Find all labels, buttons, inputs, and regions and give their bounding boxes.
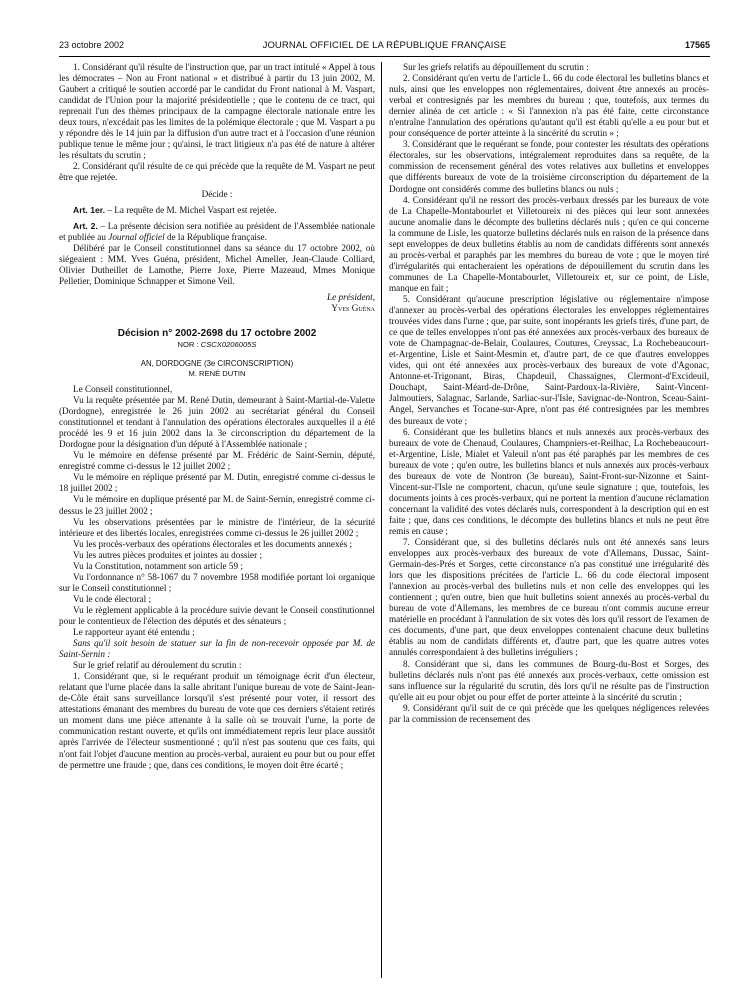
person-heading: M. RENÉ DUTIN (188, 368, 246, 378)
paragraph: 2. Considérant qu'en vertu de l'article L. 66 du code électoral les bulletins blancs et nuls, ainsi que les enveloppes non réglementaires, doivent être annexés au procès-verbal et contresignés par les membres du bureau ; que, toutefois, aux termes du dernier alinéa de cet article : « Si l'annexion n'a pas été faite, cette circonstance n'entraîne l'annulation des opérations qu'autant qu'il est établi qu'elle a eu pour but et pour conséquence de porter atteinte à la sincérité du scrutin » ; (389, 73, 709, 139)
paragraph: 4. Considérant qu'il ne ressort des procès-verbaux dressés par les bureaux de vote de La Chapelle-Montabourlet et Villetoureix ni des pièces qui leur sont annexées aucune anomalie dans le décompte des bulletins déclarés nuls ; qu'en ce qui concerne la commune de Lisle, les quatorze bulletins déclarés nuls en raison de la présence dans sept enveloppes de deux bulletins établis au nom de candidats différents sont annexés au procès-verbal et paraphés par les membres du bureau de vote ; que le moyen tiré d'irrégularités qui entacheraient les opérations de dépouillement du scrutin dans les communes de La Chapelle-Montabourlet, Villetoureix et, sur ce point, de Lisle, manque en fait ; (389, 194, 709, 293)
paragraph: Vu la Constitution, notamment son article 59 ; (73, 560, 243, 571)
paragraph: 6. Considérant que les bulletins blancs et nuls annexés aux procès-verbaux des bureaux de vote de Chenaud, Coulaures, Champniers-et-Reilhac, La Rochebeaucourt-et-Argentine, Lisle, Mialet et Valeuil n'ont pas été paraphés par les membres de ces bureaux de vote ; qu'en outre, les bulletins blancs et nuls annexés aux procès-verbaux des bureaux de vote de Nontron (3e bureau), Saint-Front-sur-Nizonne et Saint-Vincent-sur-l'Isle ne comportent, chacun, qu'une seule signature ; que, toutefois, les documents joints à ces procès-verbaux, qui ne portent la mention d'aucune réclamation concernant la validité des votes déclarés nuls, correspondent à la description qui en est faite ; que, dans ces conditions, le décompte des bulletins blancs et nuls ne peut être remis en cause ; (389, 426, 709, 536)
paragraph: Vu le mémoire en défense présenté par M. Frédéric de Saint-Sernin, député, enregistré comme ci-dessus le 12 juillet 2002 ; (59, 450, 375, 472)
paragraph: Vu l'ordonnance n° 58-1067 du 7 novembre 1958 modifiée portant loi organique sur le Conseil constitutionnel ; (59, 571, 375, 593)
deliberation: Délibéré par le Conseil constitutionnel dans sa séance du 17 octobre 2002, où siégeaient : MM. Yves Guéna, président, Michel Ameller, Jean-Claude Colliard, Olivier Dutheillet de Lamothe, Pierre Joxe, Pierre Mazeaud, Mmes Monique Pelletier, Dominique Schnapper et Simone Veil. (59, 242, 375, 286)
header-date: 23 octobre 2002 (59, 40, 125, 50)
article-2 (59, 221, 375, 243)
page-header (59, 40, 710, 54)
paragraph: 9. Considérant qu'il suit de ce qui précède que les quelques négligences relevées par la commission de recensement des (389, 702, 709, 724)
paragraph: Vu les procès-verbaux des opérations électorales et les documents annexés ; (73, 538, 353, 549)
journal-reference: Journal officiel (108, 231, 165, 242)
paragraph: Le Conseil constitutionnel, (73, 383, 173, 394)
decide-heading: Décide : (201, 188, 233, 199)
left-column (59, 62, 375, 982)
article-text-end: de la République française. (164, 231, 267, 242)
article-text: – La requête de M. Michel Vaspart est rejetée. (105, 204, 277, 215)
italic-paragraph: Sans qu'il soit besoin de statuer sur la fin de non-recevoir opposée par M. de Saint-Sernin : (59, 638, 375, 660)
paragraph: 8. Considérant que si, dans les communes de Bourg-du-Bost et Sorges, des bulletins déclarés nuls n'ont pas été annexés aux procès-verbaux, cette omission est sans influence sur la régularité du scrutin, dès lors qu'il ne résulte pas de l'instruction qu'elle ait eu pour objet ou pour effet de porter atteinte à la sincérité du scrutin ; (389, 658, 709, 702)
column-separator (381, 62, 382, 978)
article-label: Art. 1er. (73, 204, 106, 215)
header-page-number: 17565 (684, 40, 710, 50)
paragraph: Vu le mémoire en duplique présenté par M. de Saint-Sernin, enregistré comme ci-dessus le 23 juillet 2002 ; (59, 494, 375, 516)
paragraph: 1. Considérant qu'il résulte de l'instruction que, par un tract intitulé « Appel à tous les démocrates – Non au Front national » et distribué à partir du 13 juin 2002, M. Gaubert a critiqué le soutien accordé par le candidat du Front national à M. Vaspart, candidat de l'Union pour la majorité présidentielle ; que le contenu de ce tract, qui reprenait l'un des thèmes principaux de la campagne électorale nationale entre les deux tours, n'excédait pas les limites de la polémique électorale ; que M. Vaspart a pu y répondre dès le 14 juin par la diffusion d'un autre tract et à l'occasion d'une réunion publique tenue le même jour ; qu'ainsi, le tract litigieux n'a pas été de nature à altérer les résultats du scrutin ; (59, 62, 375, 161)
paragraph: Vu les autres pièces produites et jointes au dossier ; (73, 549, 263, 560)
nor-reference: NOR : CSCX0206005S (177, 339, 257, 349)
decision-title: Décision n° 2002-2698 du 17 octobre 2002 (117, 327, 317, 339)
signature-name: Yves Guéna (331, 302, 375, 313)
right-column (389, 62, 709, 982)
paragraph: 2. Considérant qu'il résulte de ce qui précède que la requête de M. Vaspart ne peut être que rejetée. (59, 161, 375, 183)
article-label: Art. 2. (73, 220, 98, 231)
paragraph: Vu le code électoral ; (73, 593, 152, 604)
paragraph: Vu le règlement applicable à la procédure suivie devant le Conseil constitutionnel pour le contentieux de l'élection des députés et des sénateurs ; (59, 604, 375, 626)
paragraph: 3. Considérant que le requérant se fonde, pour contester les résultats des opérations électorales, sur les observations, intégralement reproduites dans sa requête, de la commission de recensement général des votes relatives aux bulletins et enveloppes que différents bureaux de vote de la troisième circonscription du département de la Dordogne ont considérés comme des bulletins blancs ou nuls ; (389, 139, 709, 194)
paragraph: 5. Considérant qu'aucune prescription législative ou réglementaire n'impose d'annexer au procès-verbal des opérations électorales les enveloppes réglementaires trouvées vides dans l'urne ; que, par suite, sont inopérants les griefs tirés, d'une part, de ce que de telles enveloppes n'ont pas été annexées aux procès-verbaux des bureaux de vote de Champagnac-de-Belair, Coulaures, Coutures, Creyssac, La Rochebeaucourt-et-Argentine, Lisle et Saint-Mesmin et, d'autre part, de ce que d'autres enveloppes vides, qui ont été annexées aux procès-verbaux des bureaux de vote d'Agonac, Antonne-et-Trigonant, Biras, Chapdeuil, Chassaignes, Clermont-d'Excideuil, Douchapt, Saint-Méard-de-Drône, Saint-Pardoux-la-Rivière, Saint-Vincent-Jalmoutiers, Salagnac, Sarlande, Sarliac-sur-l'Isle, Savignac-de-Nontron, Sceau-Saint-Angel, Servanches et Tocane-sur-Apre, n'ont pas été contresignées par les membres des bureaux de vote ; (389, 293, 709, 426)
paragraph: 1. Considérant que, si le requérant produit un témoignage écrit d'un électeur, relatant que l'urne placée dans la salle abritant l'unique bureau de vote de Saint-Jean-de-Côle était sans surveillance lorsqu'il s'est présenté pour voter, il ressort des attestations émanant des membres du bureau de vote que ces derniers s'étaient retirés un moment dans une pièce attenante à la salle où se trouvait l'urne, la porte de communication restant ouverte, et qu'ils ont immédiatement repris leur place aussitôt après l'arrivée de l'électeur susmentionné ; qu'il n'est pas soutenu que ces faits, qui n'ont fait l'objet d'aucune mention au procès-verbal, auraient eu pour but ou pour effet de permettre une fraude ; que, dans ces conditions, le moyen doit être écarté ; (59, 671, 375, 770)
paragraph: Vu la requête présentée par M. René Dutin, demeurant à Saint-Martial-de-Valette (Dordogne), enregistrée le 26 juin 2002 au secrétariat général du Conseil constitutionnel et tendant à l'annulation des opérations électorales auxquelles il a été procédé les 9 et 16 juin 2002 dans la 3e circonscription du département de la Dordogne pour la désignation d'un député à l'Assemblée nationale ; (59, 395, 375, 450)
paragraph: Vu les observations présentées par le ministre de l'intérieur, de la sécurité intérieure et des libertés locales, enregistrées comme ci-dessus le 26 juillet 2002 ; (59, 516, 375, 538)
circonscription-heading: AN, DORDOGNE (3e CIRCONSCRIPTION) (140, 358, 294, 368)
section-heading: Sur le grief relatif au déroulement du scrutin : (73, 660, 242, 671)
header-rule (59, 56, 710, 57)
article-text: – La présente décision sera notifiée au président de l'Assemblée nationale et publiée au (59, 220, 375, 242)
paragraph: Vu le mémoire en réplique présenté par M. Dutin, enregistré comme ci-dessus le 18 juillet 2002 ; (59, 472, 375, 494)
section-heading: Sur les griefs relatifs au dépouillement du scrutin : (403, 62, 589, 72)
article-1 (59, 205, 375, 216)
paragraph: 7. Considérant que, si des bulletins déclarés nuls ont été annexés sans leurs enveloppes aux procès-verbaux des bureaux de vote d'Allemans, Dussac, Saint-Germain-des-Prés et Sorges, cette circonstance n'a pas constitué une irrégularité dès lors que les dispositions précitées de l'article L. 66 du code électoral imposent l'annexion au procès-verbal des bulletins nuls et non celle des enveloppes qui les contiennent ; qu'en outre, bien que huit bulletins soient annexés au procès-verbal du bureau de vote d'Allemans, les membres de ce bureau n'ont commis aucune erreur matérielle en procédant à l'annulation de six votes dès lors qu'il ressort de l'examen de ces documents, d'une part, que deux enveloppes contenaient chacune deux bulletins établis au nom de candidats différents et, d'autre part, que les quatre autres votes annulés correspondaient à des bulletins irréguliers ; (389, 537, 709, 658)
paragraph: Le rapporteur ayant été entendu ; (73, 627, 195, 638)
signature-role: Le président, (327, 291, 375, 302)
header-title: JOURNAL OFFICIEL DE LA RÉPUBLIQUE FRANÇAISE (262, 40, 507, 51)
